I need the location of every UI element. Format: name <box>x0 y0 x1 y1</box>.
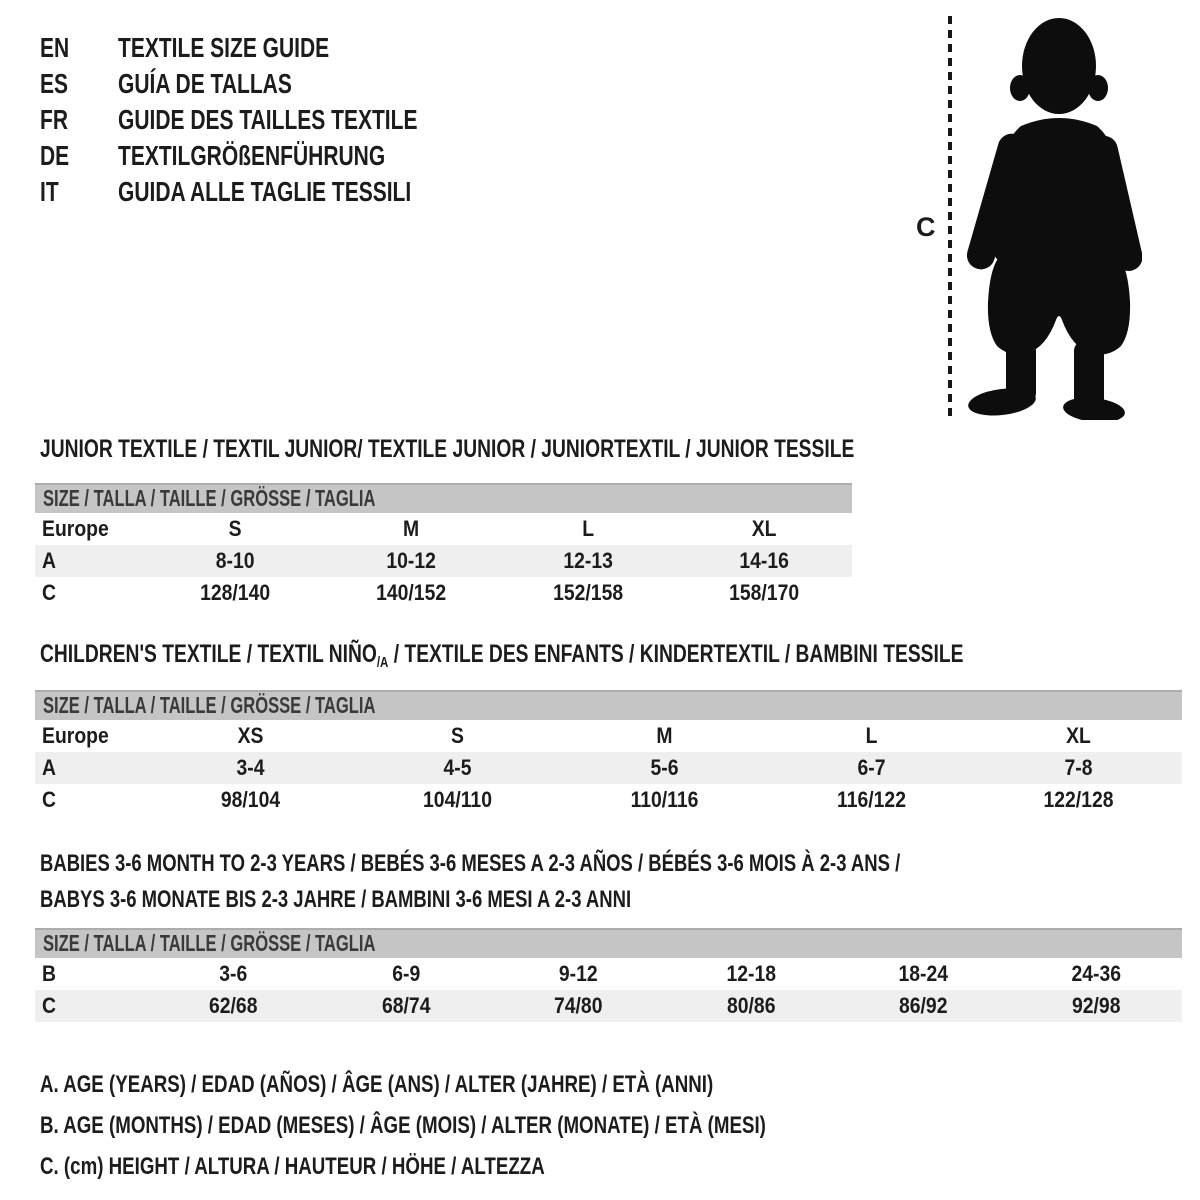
table-cell: 92/98 <box>1071 993 1120 1018</box>
table-cell: 14-16 <box>739 548 789 573</box>
table-cell: M <box>656 723 673 748</box>
table-cell: XL <box>1066 723 1091 748</box>
table-row-label: Europe <box>42 723 109 748</box>
table-cell: 18-24 <box>898 961 949 986</box>
silhouette-shorts <box>988 248 1130 354</box>
table-row-label: A <box>42 548 57 573</box>
table-row-label: C <box>42 993 57 1018</box>
table-cell: 12-13 <box>562 548 613 573</box>
table-cell: 158/170 <box>728 580 799 605</box>
table-row <box>35 577 852 609</box>
language-title: GUIDA ALLE TAGLIE TESSILI <box>118 176 412 207</box>
language-code: DE <box>40 140 70 171</box>
language-code: ES <box>40 68 69 99</box>
table-cell: XS <box>237 723 264 748</box>
legend-line-c: C. (cm) HEIGHT / ALTURA / HAUTEUR / HÖHE / ALTEZZA <box>40 1153 545 1180</box>
language-title: GUIDE DES TAILLES TEXTILE <box>118 104 418 135</box>
children-title-sub: /A <box>376 654 389 671</box>
table-cell: 116/122 <box>837 787 906 812</box>
junior-size-table <box>35 483 852 609</box>
table-cell: M <box>403 516 420 541</box>
children-section-title <box>40 641 1200 676</box>
legend-line-a: A. AGE (YEARS) / EDAD (AÑOS) / ÂGE (ANS) / ALTER (JAHRE) / ETÀ (ANNI) <box>40 1071 714 1098</box>
table-cell: S <box>228 516 242 541</box>
language-title: TEXTILE SIZE GUIDE <box>118 32 330 63</box>
language-title: TEXTILGRÖßENFÜHRUNG <box>118 140 386 171</box>
size-table-header: SIZE / TALLA / TAILLE / GRÖSSE / TAGLIA <box>35 483 852 513</box>
table-row <box>35 784 1182 816</box>
table-cell: 98/104 <box>220 787 281 812</box>
babies-size-table <box>35 928 1182 1022</box>
table-cell: 8-10 <box>215 548 255 573</box>
height-measure-label: C <box>916 212 936 242</box>
language-row <box>40 30 517 66</box>
silhouette-ear-left <box>1010 75 1030 101</box>
language-code: FR <box>40 104 68 135</box>
language-code: IT <box>40 176 59 207</box>
table-cell: 12-18 <box>725 961 776 986</box>
table-cell: 6-7 <box>857 755 886 780</box>
table-cell: 152/158 <box>552 580 623 605</box>
table-cell: 86/92 <box>899 993 948 1018</box>
toddler-silhouette <box>958 14 1142 420</box>
table-cell: 9-12 <box>558 961 598 986</box>
table-cell: 104/110 <box>423 787 492 812</box>
table-cell: S <box>451 723 464 748</box>
children-size-table <box>35 690 1182 816</box>
language-title-list <box>40 30 517 210</box>
language-row <box>40 66 517 102</box>
table-cell: 110/116 <box>630 787 699 812</box>
table-cell: L <box>865 723 878 748</box>
legend-line-b: B. AGE (MONTHS) / EDAD (MESES) / ÂGE (MOIS) / ALTER (MONATE) / ETÀ (MESI) <box>40 1112 766 1139</box>
silhouette-foot-right <box>1062 395 1126 420</box>
silhouette-head <box>1022 18 1096 114</box>
table-cell: XL <box>751 516 777 541</box>
table-cell: 68/74 <box>381 993 430 1018</box>
table-cell: 10-12 <box>386 548 437 573</box>
silhouette-ear-right <box>1088 75 1108 101</box>
table-cell: 128/140 <box>200 580 271 605</box>
table-row-label: C <box>42 580 57 605</box>
table-row <box>35 990 1182 1022</box>
size-table-header: SIZE / TALLA / TAILLE / GRÖSSE / TAGLIA <box>35 690 1182 720</box>
table-cell: 140/152 <box>376 580 447 605</box>
table-cell: 80/86 <box>726 993 775 1018</box>
babies-section-title <box>40 846 1157 918</box>
babies-title-line-2: BABYS 3-6 MONATE BIS 2-3 JAHRE / BAMBINI 3-6 MESI A 2-3 ANNI <box>40 886 632 913</box>
table-cell: L <box>581 516 594 541</box>
table-cell: 62/68 <box>209 993 258 1018</box>
table-row-label: A <box>42 755 57 780</box>
language-row <box>40 138 517 174</box>
table-row <box>35 513 852 545</box>
table-row-label: Europe <box>42 516 109 541</box>
table-cell: 6-9 <box>391 961 420 986</box>
language-code: EN <box>40 32 70 63</box>
table-cell: 3-6 <box>219 961 248 986</box>
table-row-label: B <box>42 961 57 986</box>
language-title: GUÍA DE TALLAS <box>118 68 292 99</box>
table-cell: 122/128 <box>1043 787 1114 812</box>
language-row <box>40 102 517 138</box>
size-table-header: SIZE / TALLA / TAILLE / GRÖSSE / TAGLIA <box>35 928 1182 958</box>
language-row <box>40 174 517 210</box>
table-cell: 3-4 <box>236 755 265 780</box>
measure-legend <box>40 1064 971 1187</box>
junior-section-title: JUNIOR TEXTILE / TEXTIL JUNIOR/ TEXTILE JUNIOR / JUNIORTEXTIL / JUNIOR TESSILE <box>40 435 855 463</box>
table-row-label: C <box>42 787 57 812</box>
table-row <box>35 720 1182 752</box>
table-row <box>35 958 1182 990</box>
table-cell: 5-6 <box>650 755 679 780</box>
children-title-pre: CHILDREN'S TEXTILE / TEXTIL NIÑO <box>40 640 377 668</box>
height-measure-line <box>948 16 952 416</box>
table-row <box>35 752 1182 784</box>
table-cell: 7-8 <box>1064 755 1093 780</box>
table-cell: 74/80 <box>554 993 603 1018</box>
children-title-post: / TEXTILE DES ENFANTS / KINDERTEXTIL / BAMBINI TESSILE <box>388 640 964 668</box>
babies-title-line-1: BABIES 3-6 MONTH TO 2-3 YEARS / BEBÉS 3-6 MESES A 2-3 AÑOS / BÉBÉS 3-6 MOIS À 2-3 ANS / <box>40 850 901 877</box>
table-row <box>35 545 852 577</box>
table-cell: 4-5 <box>443 755 472 780</box>
table-cell: 24-36 <box>1070 961 1121 986</box>
